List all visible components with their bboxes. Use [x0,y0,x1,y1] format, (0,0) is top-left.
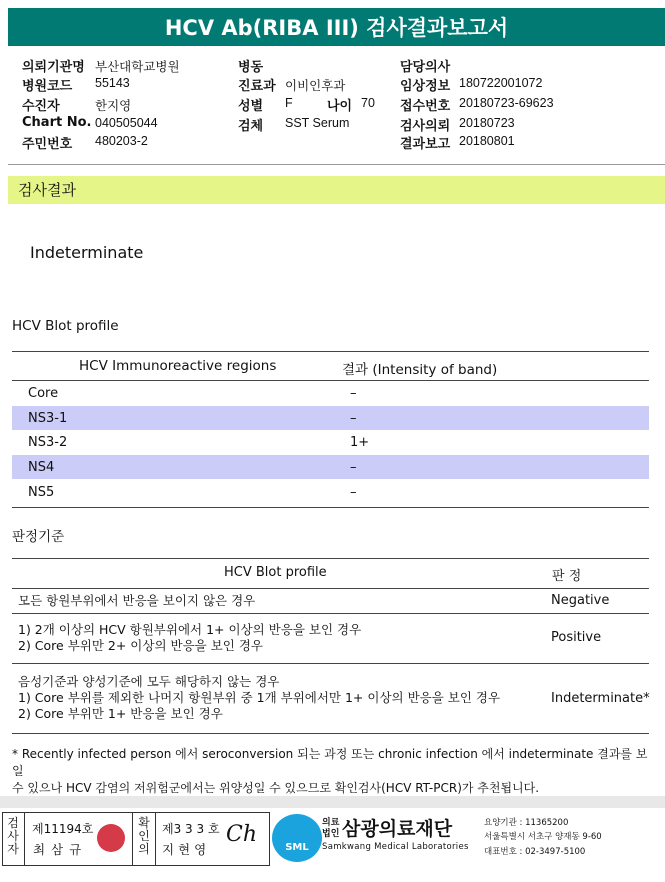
info-divider [8,164,665,165]
doctor-label: 담당의사 [400,60,451,75]
request-label: 검사의뢰 [400,119,451,134]
specimen-value: SST Serum [285,116,350,130]
criteria-text: 2) Core 부위만 2+ 이상의 반응을 보인 경우 [18,638,263,653]
ward-label: 병동 [238,60,264,75]
blot-header-rule [12,380,649,381]
hospital-code-value: 55143 [95,76,130,90]
chart-label: Chart No. [22,115,92,130]
org-prefix-2: 법인 [322,829,340,839]
examiner-seal [97,824,125,852]
logo-text: SML [285,842,309,853]
sex-value: F [285,96,293,110]
box-divider [155,812,156,866]
patient-value: 한지영 [95,99,132,113]
blot-result: – [350,485,357,500]
blot-region: Core [28,386,59,401]
dept-label: 진료과 [238,79,276,94]
criteria-text: 2) Core 부위만 1+ 반응을 보인 경우 [18,706,223,721]
footnote-line: 수 있으나 HCV 감염의 저위험군에서는 위양성일 수 있으므로 확인검사(HCV RT-PCR)가 추천됩니다. [12,781,540,795]
criteria-judge: Positive [551,630,602,645]
id-value: 480203-2 [95,134,148,148]
sml-logo-icon [272,814,322,862]
box-divider [24,812,25,866]
row-band [12,455,649,479]
id-label: 주민번호 [22,137,73,152]
age-label: 나이 [327,99,353,114]
blot-top-rule [12,351,649,352]
examiner-name: 최 삼 규 [33,842,83,857]
box-divider [132,812,133,866]
chart-value: 040505044 [95,116,158,130]
section-header [8,176,665,204]
criteria-header-rule [12,588,649,589]
criteria-judge: Indeterminate* [551,691,650,706]
criteria-text: 음성기준과 양성기준에 모두 해당하지 않는 경우 [18,674,280,689]
org-english: Samkwang Medical Laboratories [322,842,469,852]
receipt-value: 20180723-69623 [459,96,554,110]
criteria-row-rule [12,613,649,614]
criteria-top-rule [12,558,649,559]
org-address: 서울특별시 서초구 양재동 9-60 [484,832,602,842]
examiner-label: 검 사 자 [7,816,19,856]
criteria-bottom-rule [12,733,649,734]
criteria-judge: Negative [551,593,610,608]
criteria-text: 1) 2개 이상의 HCV 항원부위에서 1+ 이상의 반응을 보인 경우 [18,622,362,637]
blot-bottom-rule [12,507,649,508]
blot-col-regions: HCV Immunoreactive regions [79,358,277,374]
criteria-text: 1) Core 부위를 제외한 나머지 항원부위 중 1개 부위에서만 1+ 이상의 반응을 보인 경우 [18,690,501,705]
confirmer-number: 제3 3 3 호 [162,822,220,836]
institution-value: 부산대학교병원 [95,60,180,74]
org-phone: 대표번호 : 02-3497-5100 [484,847,586,857]
blot-result: 1+ [350,435,370,450]
criteria-col-judge: 판 정 [552,569,582,584]
section-title: 검사결과 [18,181,76,199]
receipt-label: 접수번호 [400,99,451,114]
org-prefix [322,818,339,840]
confirmer-signature: Ch [226,822,258,847]
footnote-line: * Recently infected person 에서 seroconversion 되는 과정 또는 chronic infection 에서 indeterminate 결과를 보일 [12,747,648,778]
org-name: 삼광의료재단 [342,818,453,840]
criteria-col-profile: HCV Blot profile [224,565,327,580]
blot-result: – [350,386,357,401]
institution-label: 의뢰기관명 [22,60,85,75]
confirmer-name: 지 현 영 [162,842,207,857]
report-value: 20180801 [459,134,515,148]
row-band [12,406,649,430]
criteria-text: 모든 항원부위에서 반응을 보이지 않은 경우 [18,593,256,608]
blot-region: NS3-1 [28,411,68,426]
specimen-label: 검체 [238,119,264,134]
patient-label: 수진자 [22,99,60,114]
criteria-row-rule [12,663,649,664]
clinical-label: 임상정보 [400,79,451,94]
blot-region: NS5 [28,485,55,500]
blot-region: NS3-2 [28,435,68,450]
blot-result: – [350,411,357,426]
org-prefix-1: 의료 [322,818,340,828]
report-title: HCV Ab(RIBA III) 검사결과보고서 [8,8,665,46]
clinical-value: 180722001072 [459,76,543,90]
dept-value: 이비인후과 [285,79,346,93]
blot-col-result: 결과 (Intensity of band) [342,362,498,378]
result-value: Indeterminate [30,243,144,262]
report-label: 결과보고 [400,137,451,152]
footer-separator [0,796,665,808]
criteria-title: 판정기준 [12,529,65,545]
blot-title: HCV Blot profile [12,318,119,334]
request-value: 20180723 [459,116,515,130]
sex-label: 성별 [238,99,264,114]
blot-region: NS4 [28,460,55,475]
confirmer-label: 확 인 의 [138,816,150,856]
blot-result: – [350,460,357,475]
age-value: 70 [361,96,375,110]
examiner-number: 제11194호 [32,822,94,836]
footnote [12,746,652,797]
patient-info [0,52,665,164]
org-care-number: 요양기관 : 11365200 [484,818,569,828]
hospital-code-label: 병원코드 [22,79,73,94]
